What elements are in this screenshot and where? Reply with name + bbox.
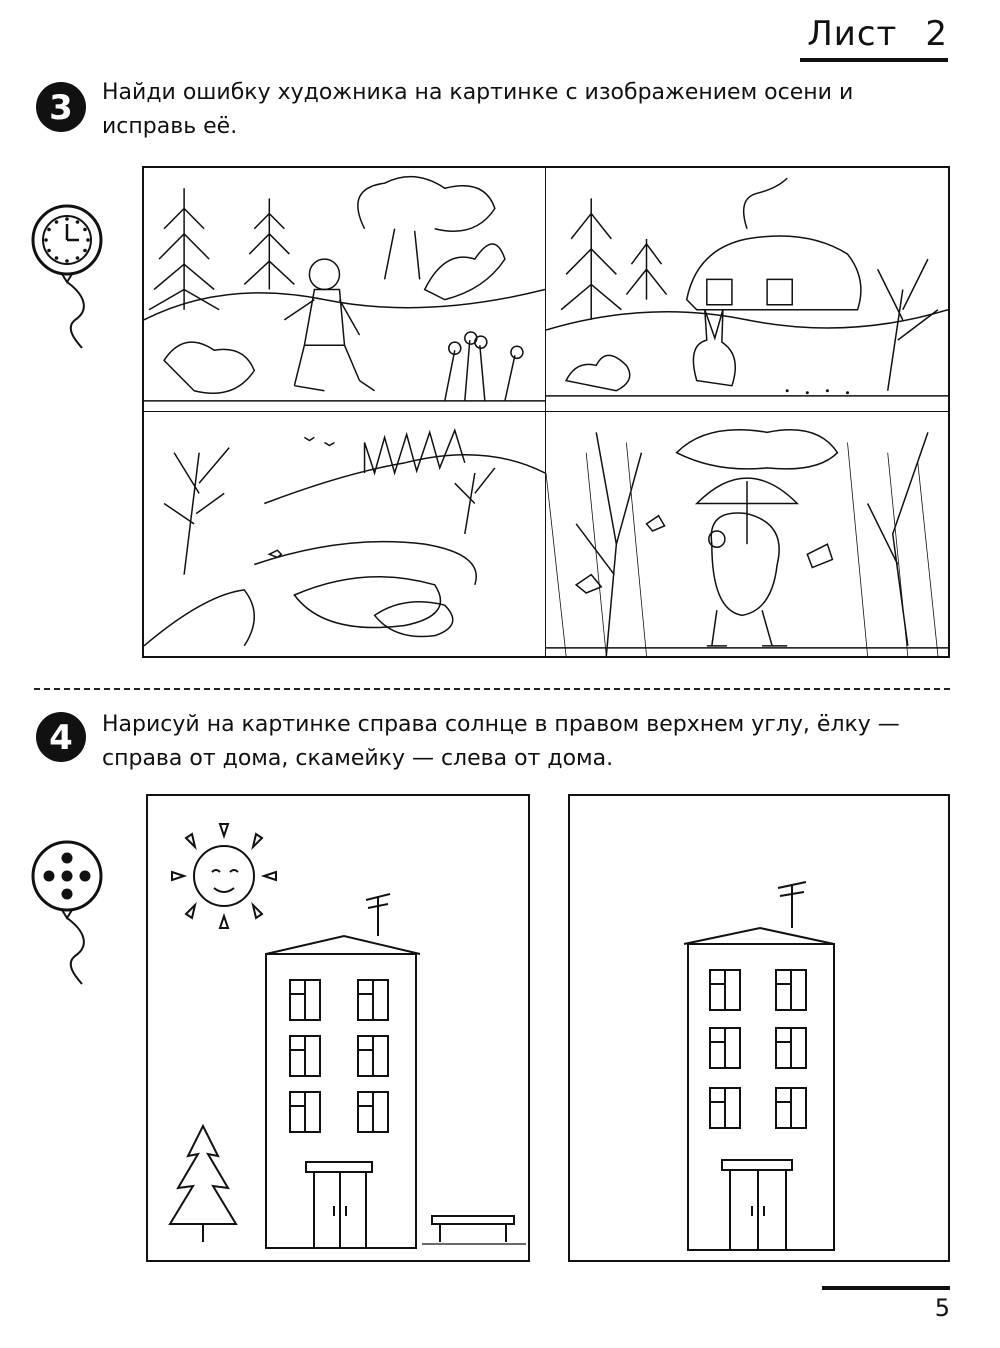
autumn-picture: [546, 412, 948, 656]
sheet-number: 2: [925, 14, 948, 54]
sheet-title-rule: [800, 58, 948, 62]
task-4-text: Нарисуй на картинке справа солнце в правом верхнем углу, ёлку — справа от дома, скамейку — слева от дома.: [102, 712, 900, 771]
page-number-rule: [822, 1286, 950, 1290]
page-number: 5: [934, 1294, 950, 1322]
sheet-title: [807, 14, 948, 54]
summer-picture: [144, 168, 546, 412]
task-4-badge: 4: [36, 712, 86, 762]
task-3-badge: 3: [36, 82, 86, 132]
spring-picture: [144, 412, 546, 656]
task-3-text: Найди ошибку художника на картинке с изображением осени и исправь её.: [102, 80, 854, 139]
section-divider: [34, 688, 950, 690]
example-picture: [146, 794, 530, 1262]
sun-icon: [172, 824, 276, 928]
sheet-label: Лист: [807, 14, 898, 54]
clock-balloon-icon: [30, 200, 104, 350]
winter-picture: [546, 168, 948, 412]
seasons-picture-grid: [142, 166, 950, 658]
five-dots-balloon-icon: [30, 836, 104, 986]
drawing-area-picture[interactable]: [568, 794, 950, 1262]
